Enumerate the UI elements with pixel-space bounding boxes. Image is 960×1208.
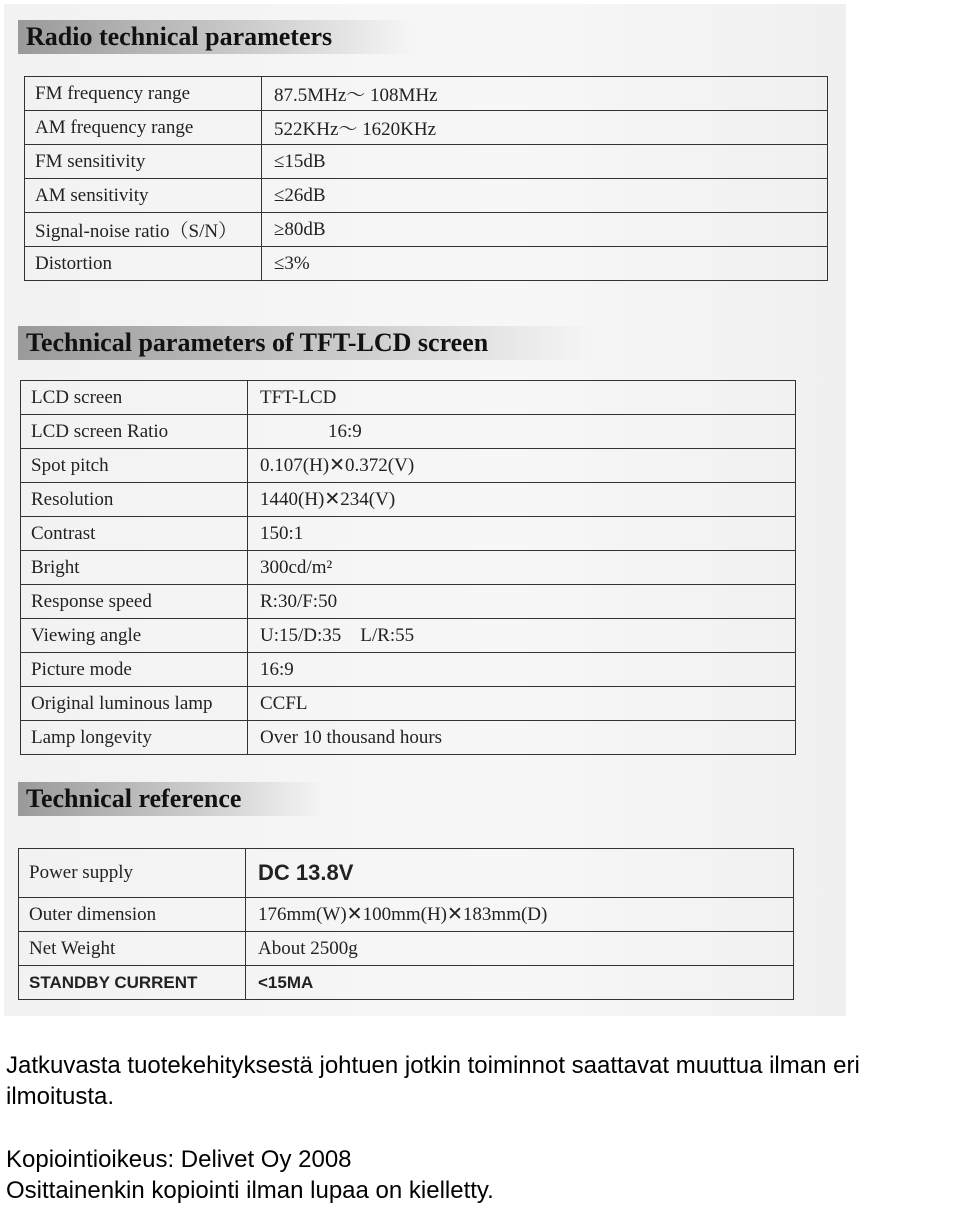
lcd-parameters-table [20, 380, 796, 755]
table-row [19, 932, 794, 966]
table-row [21, 653, 796, 687]
table-row [21, 687, 796, 721]
lcd-section-title: Technical parameters of TFT-LCD screen [18, 326, 594, 360]
row-label: Signal-noise ratio（S/N） [25, 213, 262, 247]
disclaimer-line-2: ilmoitusta. [6, 1083, 115, 1110]
table-row [21, 585, 796, 619]
copyright-line: Kopiointioikeus: Delivet Oy 2008 [6, 1146, 352, 1173]
table-row [19, 898, 794, 932]
table-row [21, 721, 796, 755]
row-value: Over 10 thousand hours [248, 721, 796, 755]
table-row [25, 213, 828, 247]
row-label: Outer dimension [19, 898, 246, 932]
table-row [19, 966, 794, 1000]
table-row [21, 619, 796, 653]
row-label: Distortion [25, 247, 262, 281]
radio-parameters-table [24, 76, 828, 281]
row-label: Bright [21, 551, 248, 585]
table-row [25, 179, 828, 213]
row-label: Response speed [21, 585, 248, 619]
row-value: 176mm(W)✕100mm(H)✕183mm(D) [246, 898, 794, 932]
table-row [25, 145, 828, 179]
row-value: ≥80dB [262, 213, 828, 247]
row-label: Net Weight [19, 932, 246, 966]
row-value: CCFL [248, 687, 796, 721]
row-label: STANDBY CURRENT [19, 966, 246, 1000]
table-row [25, 77, 828, 111]
table-row [21, 449, 796, 483]
row-label: Original luminous lamp [21, 687, 248, 721]
table-row [19, 849, 794, 898]
row-value: 16:9 [248, 415, 796, 449]
row-label: LCD screen Ratio [21, 415, 248, 449]
table-row [25, 247, 828, 281]
row-label: FM sensitivity [25, 145, 262, 179]
row-label: FM frequency range [25, 77, 262, 111]
row-value: ≤26dB [262, 179, 828, 213]
table-row [21, 483, 796, 517]
table-row [21, 381, 796, 415]
row-label: Viewing angle [21, 619, 248, 653]
row-value: 522KHz～ 1620KHz [262, 111, 828, 145]
disclaimer-note [6, 1050, 960, 1112]
row-value: 1440(H)✕234(V) [248, 483, 796, 517]
row-label: AM frequency range [25, 111, 262, 145]
row-value: 16:9 [248, 653, 796, 687]
row-label: Spot pitch [21, 449, 248, 483]
row-value: 0.107(H)✕0.372(V) [248, 449, 796, 483]
radio-section-title: Radio technical parameters [18, 20, 414, 54]
row-label: Picture mode [21, 653, 248, 687]
row-value: ≤15dB [262, 145, 828, 179]
disclaimer-line-1: Jatkuvasta tuotekehityksestä johtuen jotkin toiminnot saattavat muuttua ilman eri [6, 1052, 860, 1079]
row-value: 150:1 [248, 517, 796, 551]
row-label: Resolution [21, 483, 248, 517]
copyright-note [6, 1144, 960, 1206]
reference-table [18, 848, 794, 1000]
table-row [21, 517, 796, 551]
row-label: Lamp longevity [21, 721, 248, 755]
table-row [21, 415, 796, 449]
row-value: R:30/F:50 [248, 585, 796, 619]
row-value: 300cd/m² [248, 551, 796, 585]
row-value: U:15/D:35 L/R:55 [248, 619, 796, 653]
row-value: TFT-LCD [248, 381, 796, 415]
row-value: <15MA [246, 966, 794, 1000]
row-value: ≤3% [262, 247, 828, 281]
row-value: 87.5MHz～ 108MHz [262, 77, 828, 111]
row-label: AM sensitivity [25, 179, 262, 213]
table-row [25, 111, 828, 145]
copy-prohibition-line: Osittainenkin kopiointi ilman lupaa on kielletty. [6, 1177, 494, 1204]
table-row [21, 551, 796, 585]
row-label: LCD screen [21, 381, 248, 415]
row-label: Contrast [21, 517, 248, 551]
row-value: About 2500g [246, 932, 794, 966]
row-label: Power supply [19, 849, 246, 898]
row-value: DC 13.8V [246, 849, 794, 898]
reference-section-title: Technical reference [18, 782, 324, 816]
